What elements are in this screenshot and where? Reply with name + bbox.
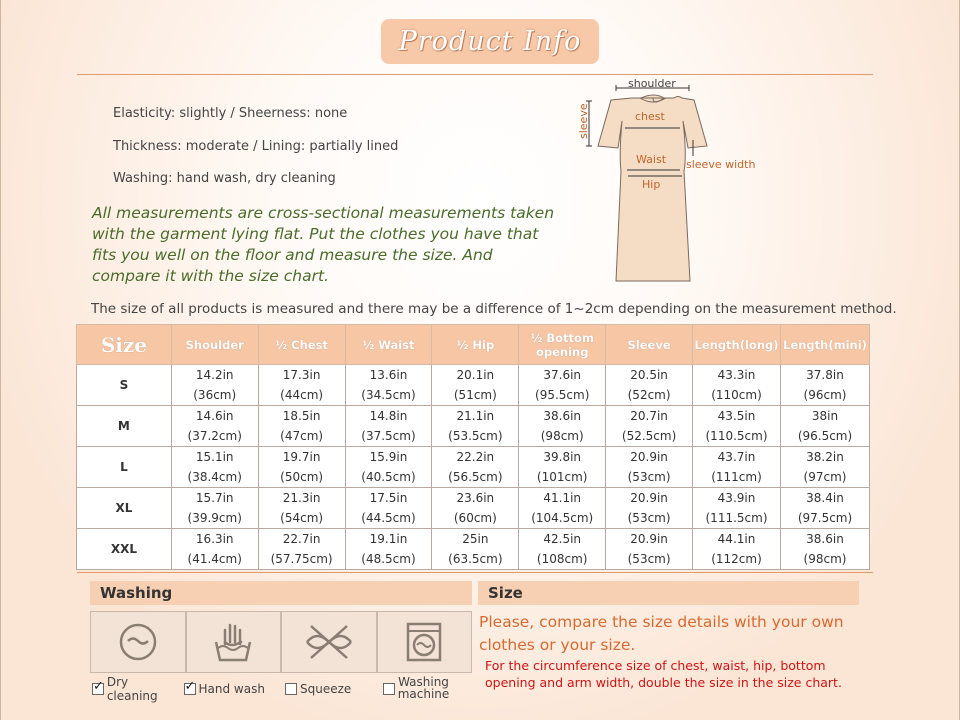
value-cm: (108cm)	[536, 552, 588, 566]
title-banner	[381, 19, 599, 64]
value-cm: (53cm)	[627, 470, 671, 484]
header-length-long: Length(long)	[693, 325, 781, 365]
value-inches: 20.7in	[630, 409, 668, 423]
value-cm: (111.5cm)	[705, 511, 768, 525]
size-cell	[258, 406, 345, 447]
value-inches: 14.6in	[195, 409, 234, 423]
value-cm: (36cm)	[193, 388, 237, 402]
size-row-s	[77, 365, 870, 406]
size-label: M	[77, 406, 172, 447]
size-cell	[345, 529, 432, 570]
value-cm: (56.5cm)	[448, 470, 503, 484]
value-cm: (101cm)	[536, 470, 588, 484]
option-squeeze[interactable]	[273, 675, 375, 703]
washing-machine-icon	[402, 620, 446, 664]
option-dry-cleaning[interactable]	[90, 675, 182, 703]
value-cm: (38.4cm)	[187, 470, 242, 484]
value-inches: 16.3in	[195, 532, 234, 546]
dry-cleaning-icon	[116, 620, 160, 664]
diagram-label-waist: Waist	[636, 153, 667, 166]
value-inches: 20.1in	[456, 368, 495, 382]
option-hand-wash[interactable]	[182, 675, 274, 703]
header-shoulder: Shoulder	[171, 325, 258, 365]
value-cm: (53.5cm)	[448, 429, 503, 443]
value-cm: (44.5cm)	[361, 511, 416, 525]
size-cell	[606, 365, 693, 406]
size-cell	[345, 488, 432, 529]
value-cm: (57.75cm)	[270, 552, 333, 566]
value-inches: 37.8in	[806, 368, 844, 382]
value-inches: 17.3in	[282, 368, 321, 382]
size-cell	[258, 447, 345, 488]
value-cm: (53cm)	[627, 552, 671, 566]
value-cm: (47cm)	[280, 429, 324, 443]
header-sleeve: Sleeve	[606, 325, 693, 365]
size-cell	[606, 447, 693, 488]
dress-diagram	[576, 76, 796, 291]
header-half-hip: ½ Hip	[432, 325, 519, 365]
washing-icons	[90, 611, 472, 673]
value-inches: 19.7in	[282, 450, 321, 464]
size-cell	[519, 406, 606, 447]
value-inches: 21.1in	[456, 409, 495, 423]
size-cell	[432, 529, 519, 570]
value-cm: (98cm)	[540, 429, 584, 443]
squeeze-label: Squeeze	[300, 682, 352, 696]
washing-machine-label: Washing machine	[397, 675, 450, 701]
header-length-mini: Length(mini)	[781, 325, 870, 365]
value-inches: 18.5in	[282, 409, 321, 423]
value-cm: (110cm)	[711, 388, 762, 402]
value-inches: 17.5in	[369, 491, 408, 505]
size-heading: Size	[478, 581, 859, 605]
washing-machine-checkbox[interactable]	[383, 683, 395, 695]
size-cell	[432, 365, 519, 406]
value-cm: (104.5cm)	[531, 511, 594, 525]
diagram-label-sleeve-width: sleeve width	[686, 158, 756, 171]
value-inches: 39.8in	[543, 450, 582, 464]
value-inches: 44.1in	[717, 532, 756, 546]
dry-cleaning-checkbox[interactable]	[92, 683, 104, 695]
size-cell	[171, 529, 258, 570]
value-inches: 38.6in	[543, 409, 582, 423]
value-inches: 38.4in	[806, 491, 844, 505]
value-cm: (40.5cm)	[361, 470, 416, 484]
value-inches: 42.5in	[543, 532, 582, 546]
size-cell	[781, 447, 870, 488]
value-cm: (96cm)	[803, 388, 847, 402]
size-cell	[519, 488, 606, 529]
value-inches: 22.2in	[456, 450, 495, 464]
circumference-note: For the circumference size of chest, waist, hip, bottom opening and arm width, double the size in the size chart.	[485, 658, 842, 690]
value-cm: (98cm)	[803, 552, 847, 566]
value-inches: 20.5in	[630, 368, 668, 382]
size-cell	[345, 365, 432, 406]
value-cm: (51cm)	[453, 388, 497, 402]
squeeze-cell	[281, 611, 377, 673]
size-label: S	[77, 365, 172, 406]
size-cell	[693, 365, 781, 406]
size-cell	[171, 365, 258, 406]
size-cell	[693, 447, 781, 488]
size-cell	[432, 447, 519, 488]
header-size: Size	[77, 325, 172, 365]
property-thickness: Thickness: moderate / Lining: partially lined	[113, 139, 399, 154]
value-inches: 43.5in	[717, 409, 756, 423]
value-inches: 21.3in	[282, 491, 321, 505]
size-cell	[432, 488, 519, 529]
hand-wash-label: Hand wash	[198, 682, 265, 696]
value-inches: 43.7in	[717, 450, 756, 464]
measurement-note: All measurements are cross-sectional measurements taken with the garment lying flat. Put the clothes you have that fits you well on the floor and measure the size. And compare it with the size chart.	[92, 204, 555, 285]
size-compare-text: Please, compare the size details with your own clothes or your size.	[479, 613, 844, 654]
value-cm: (39.9cm)	[187, 511, 242, 525]
size-cell	[432, 406, 519, 447]
value-inches: 20.9in	[630, 491, 668, 505]
value-inches: 19.1in	[369, 532, 408, 546]
size-cell	[345, 447, 432, 488]
size-row-xl	[77, 488, 870, 529]
value-cm: (111cm)	[711, 470, 762, 484]
measurement-difference-note: The size of all products is measured and there may be a difference of 1~2cm depending on the measurement method.	[91, 301, 897, 317]
value-cm: (97cm)	[803, 470, 847, 484]
washing-machine-cell	[377, 611, 473, 673]
value-cm: (110.5cm)	[705, 429, 768, 443]
value-cm: (37.5cm)	[361, 429, 416, 443]
no-wring-icon	[303, 620, 355, 664]
size-cell	[781, 529, 870, 570]
size-cell	[519, 447, 606, 488]
value-inches: 25in	[462, 532, 489, 546]
size-cell	[519, 529, 606, 570]
value-inches: 22.7in	[282, 532, 321, 546]
value-cm: (41.4cm)	[187, 552, 242, 566]
property-washing: Washing: hand wash, dry cleaning	[113, 171, 336, 186]
size-cell	[606, 529, 693, 570]
option-washing-machine[interactable]	[375, 675, 473, 703]
value-cm: (54cm)	[280, 511, 324, 525]
size-cell	[258, 365, 345, 406]
diagram-label-shoulder: shoulder	[628, 77, 676, 90]
value-inches: 23.6in	[456, 491, 495, 505]
value-inches: 38in	[811, 409, 839, 423]
size-label: L	[77, 447, 172, 488]
property-elasticity: Elasticity: slightly / Sheerness: none	[113, 106, 348, 121]
washing-heading: Washing	[90, 581, 472, 605]
value-cm: (44cm)	[280, 388, 324, 402]
size-cell	[171, 488, 258, 529]
size-cell	[519, 365, 606, 406]
size-label: XXL	[77, 529, 172, 570]
diagram-label-sleeve: sleeve	[577, 103, 590, 139]
value-inches: 13.6in	[369, 368, 408, 382]
size-row-xxl	[77, 529, 870, 570]
value-cm: (63.5cm)	[448, 552, 503, 566]
value-cm: (112cm)	[711, 552, 762, 566]
dry-cleaning-cell	[90, 611, 186, 673]
size-cell	[693, 529, 781, 570]
value-inches: 43.9in	[717, 491, 756, 505]
size-cell	[258, 529, 345, 570]
value-inches: 43.3in	[717, 368, 756, 382]
value-inches: 37.6in	[543, 368, 582, 382]
section-divider	[77, 572, 873, 573]
size-cell	[606, 488, 693, 529]
value-cm: (52.5cm)	[621, 429, 677, 443]
value-inches: 15.9in	[369, 450, 408, 464]
hand-wash-checkbox[interactable]	[184, 683, 196, 695]
value-cm: (34.5cm)	[361, 388, 416, 402]
value-inches: 15.7in	[195, 491, 234, 505]
size-cell	[693, 406, 781, 447]
size-cell	[606, 406, 693, 447]
washing-options	[90, 675, 472, 703]
value-inches: 20.9in	[630, 450, 668, 464]
header-half-bottom-opening: ½ Bottom opening	[519, 325, 606, 365]
header-divider	[77, 74, 873, 75]
value-inches: 15.1in	[195, 450, 234, 464]
hand-wash-cell	[186, 611, 282, 673]
value-cm: (96.5cm)	[797, 429, 853, 443]
value-inches: 38.2in	[806, 450, 844, 464]
size-chart-header	[77, 325, 870, 365]
size-row-m	[77, 406, 870, 447]
size-cell	[171, 406, 258, 447]
value-inches: 20.9in	[630, 532, 668, 546]
hand-wash-icon	[211, 620, 255, 664]
value-inches: 41.1in	[543, 491, 582, 505]
size-chart-table	[76, 324, 870, 570]
value-cm: (50cm)	[280, 470, 324, 484]
value-cm: (97.5cm)	[797, 511, 853, 525]
size-cell	[781, 488, 870, 529]
size-cell	[781, 406, 870, 447]
value-inches: 14.2in	[195, 368, 234, 382]
diagram-label-hip: Hip	[642, 178, 661, 191]
size-row-l	[77, 447, 870, 488]
value-cm: (60cm)	[453, 511, 497, 525]
size-cell	[345, 406, 432, 447]
dry-cleaning-label: Dry cleaning	[106, 675, 158, 703]
header-half-chest: ½ Chest	[258, 325, 345, 365]
diagram-label-chest: chest	[635, 110, 665, 123]
value-cm: (53cm)	[627, 511, 671, 525]
size-cell	[781, 365, 870, 406]
size-cell	[258, 488, 345, 529]
value-inches: 14.8in	[369, 409, 408, 423]
size-cell	[693, 488, 781, 529]
size-label: XL	[77, 488, 172, 529]
value-cm: (95.5cm)	[535, 388, 590, 402]
value-cm: (52cm)	[627, 388, 671, 402]
header-half-waist: ½ Waist	[345, 325, 432, 365]
value-cm: (48.5cm)	[361, 552, 416, 566]
page-title: Product Info	[398, 26, 582, 57]
value-inches: 38.6in	[806, 532, 844, 546]
squeeze-checkbox[interactable]	[285, 683, 297, 695]
size-cell	[171, 447, 258, 488]
value-cm: (37.2cm)	[187, 429, 242, 443]
